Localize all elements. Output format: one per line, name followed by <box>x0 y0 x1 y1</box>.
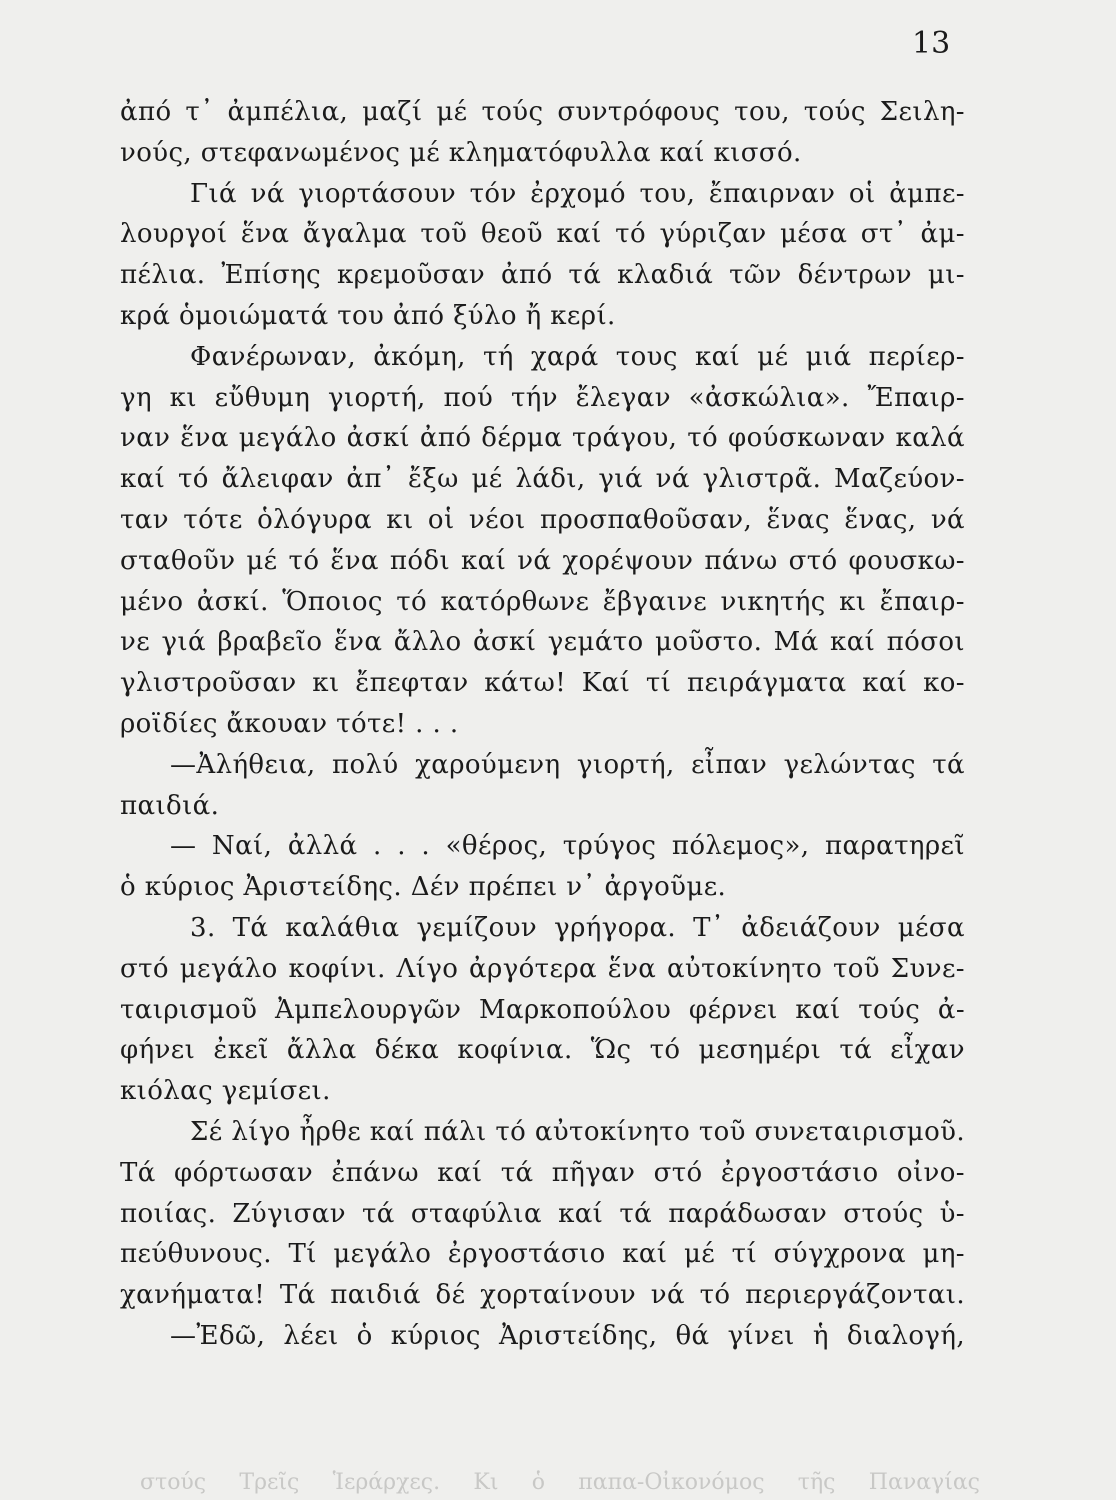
text-line: — Ναί, ἀλλά . . . «θέρος, τρύγος πόλεμος», παρατηρεῖ <box>170 831 965 862</box>
text-line: ταιρισμοῦ Ἀμπελουργῶν Μαρκοπούλου φέρνει καί τούς ἀ- <box>120 994 965 1025</box>
text-line: —Ἀλήθεια, πολύ χαρούμενη γιορτή, εἶπαν γελώντας τά <box>170 749 965 780</box>
text-line: ὁ κύριος Ἀριστείδης. Δέν πρέπει ν᾿ ἀργοῦμε. <box>120 872 727 903</box>
text-line: Φανέρωναν, ἀκόμη, τή χαρά τους καί μέ μιά περίερ- <box>190 341 965 372</box>
text-line: γη κι εὔθυμη γιορτή, πού τήν ἔλεγαν «ἀσκώλια». Ἔπαιρ- <box>120 382 965 413</box>
text-line: ταν τότε ὁλόγυρα κι οἱ νέοι προσπαθοῦσαν, ἕνας ἕνας, νά <box>120 504 965 535</box>
text-line: παιδιά. <box>120 790 220 821</box>
text-line: σταθοῦν μέ τό ἕνα πόδι καί νά χορέψουν πάνω στό φουσκω- <box>120 545 965 576</box>
text-line: ποιίας. Ζύγισαν τά σταφύλια καί τά παράδωσαν στούς ὑ- <box>120 1198 965 1229</box>
text-line: φήνει ἐκεῖ ἄλλα δέκα κοφίνια. Ὥς τό μεσημέρι τά εἶχαν <box>120 1035 965 1066</box>
text-line: ναν ἕνα μεγάλο ἀσκί ἀπό δέρμα τράγου, τό φούσκωναν καλά <box>120 423 965 454</box>
text-line: πεύθυνους. Τί μεγάλο ἐργοστάσιο καί μέ τί σύγχρονα μη- <box>120 1239 965 1270</box>
text-line: μένο ἀσκί. Ὅποιος τό κατόρθωνε ἔβγαινε νικητής κι ἔπαιρ- <box>120 586 965 617</box>
text-line: Σέ λίγο ἦρθε καί πάλι τό αὐτοκίνητο τοῦ συνεταιρισμοῦ. <box>190 1116 965 1147</box>
text-line: χανήματα! Τά παιδιά δέ χορταίνουν νά τό περιεργάζονται. <box>120 1280 965 1311</box>
body-text <box>120 92 965 1357</box>
text-line: Γιά νά γιορτάσουν τόν ἐρχομό του, ἔπαιρναν οἱ ἀμπε- <box>190 178 965 209</box>
text-line: γλιστροῦσαν κι ἔπεφταν κάτω! Καί τί πειράγματα καί κο- <box>120 668 965 699</box>
text-line: στό μεγάλο κοφίνι. Λίγο ἀργότερα ἕνα αὐτοκίνητο τοῦ Συνε- <box>120 953 965 984</box>
text-line: καί τό ἄλειφαν ἀπ᾿ ἔξω μέ λάδι, γιά νά γλιστρᾶ. Μαζεύον- <box>120 464 965 495</box>
text-line: κρά ὁμοιώματά του ἀπό ξύλο ἤ κερί. <box>120 300 616 331</box>
text-line: ροϊδίες ἄκουαν τότε! . . . <box>120 708 459 739</box>
bleed-through-text: στούς Τρεῖς Ἱεράρχες. Κι ὁ παπα-Οἰκονόμος τῆς Παναγίας <box>140 1470 980 1495</box>
page-number: 13 <box>912 26 951 61</box>
text-line: 3. Τά καλάθια γεμίζουν γρήγορα. Τ᾿ ἀδειάζουν μέσα <box>190 912 965 943</box>
text-line: Τά φόρτωσαν ἐπάνω καί τά πῆγαν στό ἐργοστάσιο οἰνο- <box>120 1157 965 1188</box>
text-line: ἀπό τ᾿ ἀμπέλια, μαζί μέ τούς συντρόφους του, τούς Σειλη- <box>120 97 965 127</box>
text-line: νε γιά βραβεῖο ἕνα ἄλλο ἀσκί γεμάτο μοῦστο. Μά καί πόσοι <box>120 627 965 658</box>
text-line: λουργοί ἕνα ἄγαλμα τοῦ θεοῦ καί τό γύριζαν μέσα στ᾿ ἀμ- <box>120 219 965 250</box>
text-line: πέλια. Ἐπίσης κρεμοῦσαν ἀπό τά κλαδιά τῶν δέντρων μι- <box>120 260 965 291</box>
text-line: κιόλας γεμίσει. <box>120 1076 331 1107</box>
text-line: —Ἐδῶ, λέει ὁ κύριος Ἀριστείδης, θά γίνει ἡ διαλογή, <box>170 1320 965 1351</box>
text-line: νούς, στεφανωμένος μέ κληματόφυλλα καί κισσό. <box>120 137 802 168</box>
